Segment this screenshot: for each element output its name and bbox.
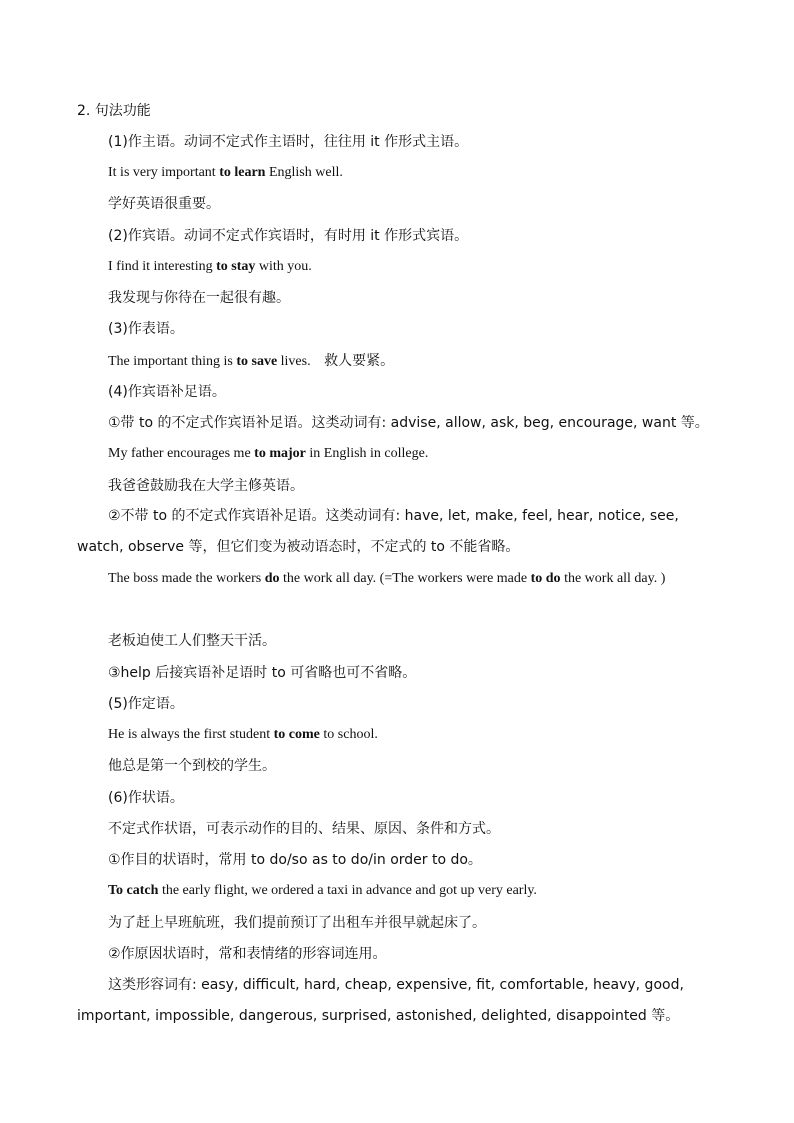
adverbial-rule-2: ②作原因状语时，常和表情绪的形容词连用。 (108, 946, 387, 962)
adverbial-1-translation: 为了赶上早班航班，我们提前预订了出租车并很早就起床了。 (108, 915, 486, 931)
complement-1-example-text: My father encourages me (108, 446, 255, 461)
subject-example-tail: English well. (265, 165, 343, 180)
attributive-translation: 他总是第一个到校的学生。 (108, 758, 276, 774)
object-example-infinitive: to stay (216, 259, 256, 274)
subject-example (108, 163, 728, 183)
attributive-example-infinitive: to come (273, 727, 320, 742)
predicative-heading: (3)作表语。 (108, 321, 184, 337)
complement-heading: (4)作宾语补足语。 (108, 384, 226, 400)
predicative-example (108, 351, 728, 372)
section-title: 2. 句法功能 (77, 103, 151, 119)
complement-1-example (108, 444, 728, 464)
adverbial-1-example (108, 881, 728, 901)
object-translation: 我发现与你待在一起很有趣。 (108, 290, 290, 306)
attributive-example-text: He is always the first student (108, 727, 274, 742)
complement-rule-2: ②不带 to 的不定式作宾语补足语。这类动词有: have, let, make, feel, hear, notice, see, watch, observe 等，但它们变为被动语态时，不定式的 to 不能省略。 (77, 508, 679, 555)
object-heading: (2)作宾语。动词不定式作宾语时，有时用 it 作形式宾语。 (108, 228, 469, 244)
object-example-tail: with you. (255, 259, 312, 274)
predicative-example-tail: lives. (277, 354, 311, 369)
subject-heading: (1)作主语。动词不定式作主语时，往往用 it 作形式主语。 (108, 134, 469, 150)
complement-2-example-text: The boss made the workers (108, 571, 265, 586)
complement-rule-1: ①带 to 的不定式作宾语补足语。这类动词有: advise, allow, ask, beg, encourage, want 等。 (108, 415, 709, 431)
adverbial-1-example-infinitive: To catch (108, 883, 159, 898)
complement-rule-3: ③help 后接宾语补足语时 to 可省略也可不省略。 (108, 665, 417, 681)
complement-2-example-middle: the work all day. (=The workers were made (279, 571, 531, 586)
adverbial-intro: 不定式作状语，可表示动作的目的、结果、原因、条件和方式。 (108, 821, 500, 837)
predicative-example-text: The important thing is (108, 354, 237, 369)
adverbial-rule-1: ①作目的状语时，常用 to do/so as to do/in order to do。 (108, 852, 482, 868)
object-example (108, 257, 728, 277)
object-example-text: I find it interesting (108, 259, 217, 274)
adverbial-2-adjective-list: 这类形容词有: easy, difficult, hard, cheap, expensive, fit, comfortable, heavy, good, important, impossible, dangerous, surprised, astonished, delighted, disappointed 等。 (77, 977, 684, 1024)
subject-example-text: It is very important (108, 165, 220, 180)
complement-2-example-verb: do (264, 571, 280, 586)
complement-2-example-tail: the work all day. ) (560, 571, 666, 586)
predicative-example-translation: 救人要紧。 (324, 353, 395, 369)
adverbial-heading: (6)作状语。 (108, 790, 184, 806)
complement-2-translation: 老板迫使工人们整天干活。 (108, 633, 276, 649)
complement-2-example-infinitive: to do (530, 571, 561, 586)
adverbial-1-example-tail: the early flight, we ordered a taxi in advance and got up very early. (158, 883, 537, 898)
attributive-example-tail: to school. (319, 727, 378, 742)
attributive-heading: (5)作定语。 (108, 696, 184, 712)
complement-1-translation: 我爸爸鼓励我在大学主修英语。 (108, 478, 304, 494)
predicative-example-infinitive: to save (236, 354, 278, 369)
complement-1-example-infinitive: to major (254, 446, 306, 461)
attributive-example (108, 725, 728, 745)
complement-1-example-tail: in English in college. (305, 446, 429, 461)
subject-example-infinitive: to learn (219, 165, 266, 180)
complement-2-example (77, 563, 719, 594)
subject-translation: 学好英语很重要。 (108, 196, 220, 212)
